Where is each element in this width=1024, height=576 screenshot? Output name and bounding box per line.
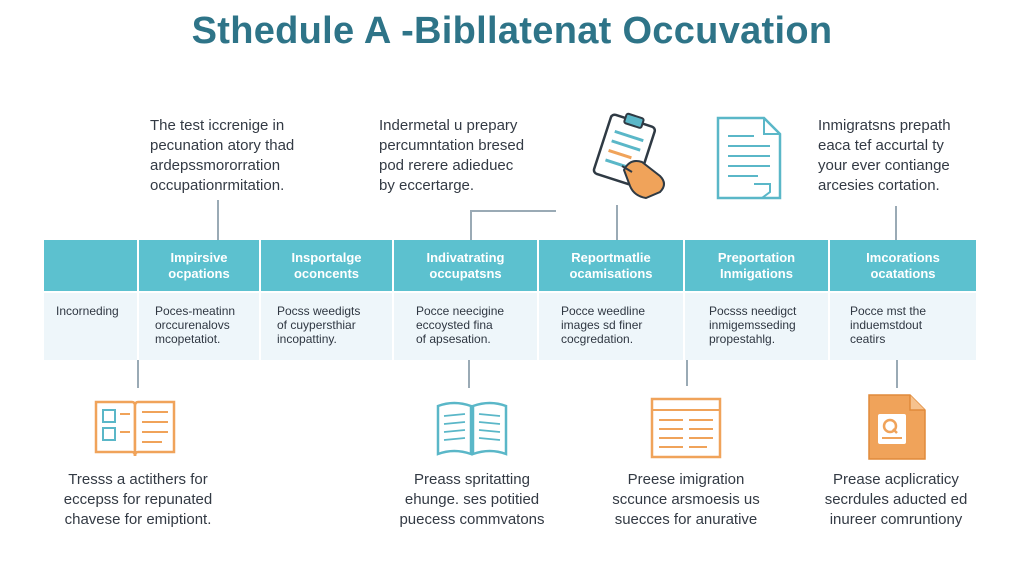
table-cell	[830, 291, 978, 360]
cell-line: cocgredation.	[561, 332, 634, 346]
top-note-2	[379, 116, 524, 196]
open-book-icon	[434, 396, 510, 460]
top-note-line: The test iccrenige in	[150, 117, 285, 134]
cell-line: mcopetatiot.	[155, 332, 221, 346]
top-note-3	[818, 116, 951, 196]
table-header	[261, 240, 394, 291]
connector-line	[616, 205, 618, 240]
table-header	[685, 240, 830, 291]
table-header	[139, 240, 261, 291]
header-line: Inmigations	[720, 265, 793, 281]
cell-line: Incorneding	[56, 304, 119, 318]
connector-line	[895, 206, 897, 240]
table-header	[830, 240, 978, 291]
table-header	[539, 240, 685, 291]
cell-line: ceatirs	[850, 332, 886, 346]
top-note-1	[150, 116, 294, 196]
header-line: oconcents	[293, 265, 359, 281]
connector-line	[470, 210, 556, 212]
header-line: Insportalge	[291, 249, 362, 265]
header-line: occupatsns	[429, 265, 502, 281]
clipboard-hand-icon	[586, 110, 676, 205]
cell-line: orccurenalovs	[155, 318, 230, 332]
top-note-line: pecunation atory thad	[150, 137, 295, 154]
cell-line: Poces-meatinn	[155, 304, 236, 318]
cell-line: of cuypersthiar	[277, 318, 356, 332]
bottom-note-line: Prease acplicraticy	[833, 471, 959, 488]
cell-line: images sd finer	[561, 318, 643, 332]
cell-line: of apsesation.	[416, 332, 491, 346]
bottom-note-line: suecces for anurative	[614, 511, 758, 528]
cell-line: Pocce weedline	[561, 304, 646, 318]
table-cell	[685, 291, 830, 360]
bottom-note-line: secrdules aducted ed	[824, 491, 968, 508]
table-cell	[394, 291, 539, 360]
cell-line: inmigemsseding	[709, 318, 796, 332]
top-note-line: percumntation bresed	[379, 137, 525, 154]
top-note-line: occupationrmitation.	[150, 177, 285, 194]
table-header	[394, 240, 539, 291]
bottom-note-3	[598, 470, 774, 530]
cell-line: Pocce neecigine	[416, 304, 505, 318]
top-note-line: ardepssmororration	[150, 157, 281, 174]
header-line: ocatations	[870, 265, 936, 281]
top-note-line: your ever contiange	[818, 157, 950, 174]
document-icon	[714, 114, 784, 202]
table-cell	[261, 291, 394, 360]
top-note-line: by eccertarge.	[379, 177, 475, 194]
bottom-note-line: Preese imigration	[627, 471, 745, 488]
header-line: ocamisations	[569, 265, 653, 281]
header-line: Imcorations	[866, 249, 940, 265]
cell-line: propestahlg.	[709, 332, 776, 346]
header-line: Impirsive	[170, 249, 228, 265]
cell-line: Pocss weedigts	[277, 304, 361, 318]
table-cell	[539, 291, 685, 360]
bottom-note-2	[384, 470, 560, 530]
bottom-note-1	[48, 470, 228, 530]
top-note-line: Indermetal u prepary	[379, 117, 518, 134]
bottom-note-line: ehunge. ses potitied	[404, 491, 540, 508]
connector-line	[217, 200, 219, 240]
connector-line	[470, 210, 472, 240]
header-line: ocpations	[168, 265, 230, 281]
cell-line: Pocsss needigct	[709, 304, 797, 318]
occupation-table	[44, 240, 978, 360]
connector-line	[468, 360, 470, 388]
orange-document-icon	[866, 392, 928, 462]
bottom-note-line: inureer comruntiony	[829, 511, 963, 528]
bottom-note-line: chavese for emiptiont.	[64, 511, 212, 528]
top-note-line: arcesies cortation.	[818, 177, 940, 194]
top-note-line: eaca tef accurtal ty	[818, 137, 944, 154]
cell-line: induemstdout	[850, 318, 923, 332]
connector-line	[137, 360, 139, 388]
header-line: Preportation	[717, 249, 796, 265]
table-cell	[44, 291, 139, 360]
cell-line: eccoysted fina	[416, 318, 493, 332]
bottom-note-line: Preass spritatting	[414, 471, 530, 488]
cell-line: incopattiny.	[277, 332, 337, 346]
bottom-note-4	[808, 470, 984, 530]
cell-line: Pocce mst the	[850, 304, 927, 318]
bottom-note-line: eccepss for repunated	[63, 491, 213, 508]
table-cell	[139, 291, 261, 360]
header-line: Indivatrating	[426, 249, 505, 265]
spreadsheet-icon	[649, 396, 723, 460]
connector-line	[896, 360, 898, 388]
connector-line	[686, 360, 688, 386]
bottom-note-line: sccunce arsmoesis us	[612, 491, 760, 508]
bottom-note-line: puecess commvatons	[399, 511, 545, 528]
table-header	[44, 240, 139, 291]
header-line: Reportmatlie	[571, 249, 651, 265]
page-title: Sthedule A -Bibllatenat Occuvation	[191, 10, 833, 52]
top-note-line: Inmigratsns prepath	[818, 117, 951, 134]
top-note-line: pod rerere adieduec	[379, 157, 514, 174]
book-grid-icon	[92, 396, 178, 460]
bottom-note-line: Tresss a actithers for	[68, 471, 208, 488]
